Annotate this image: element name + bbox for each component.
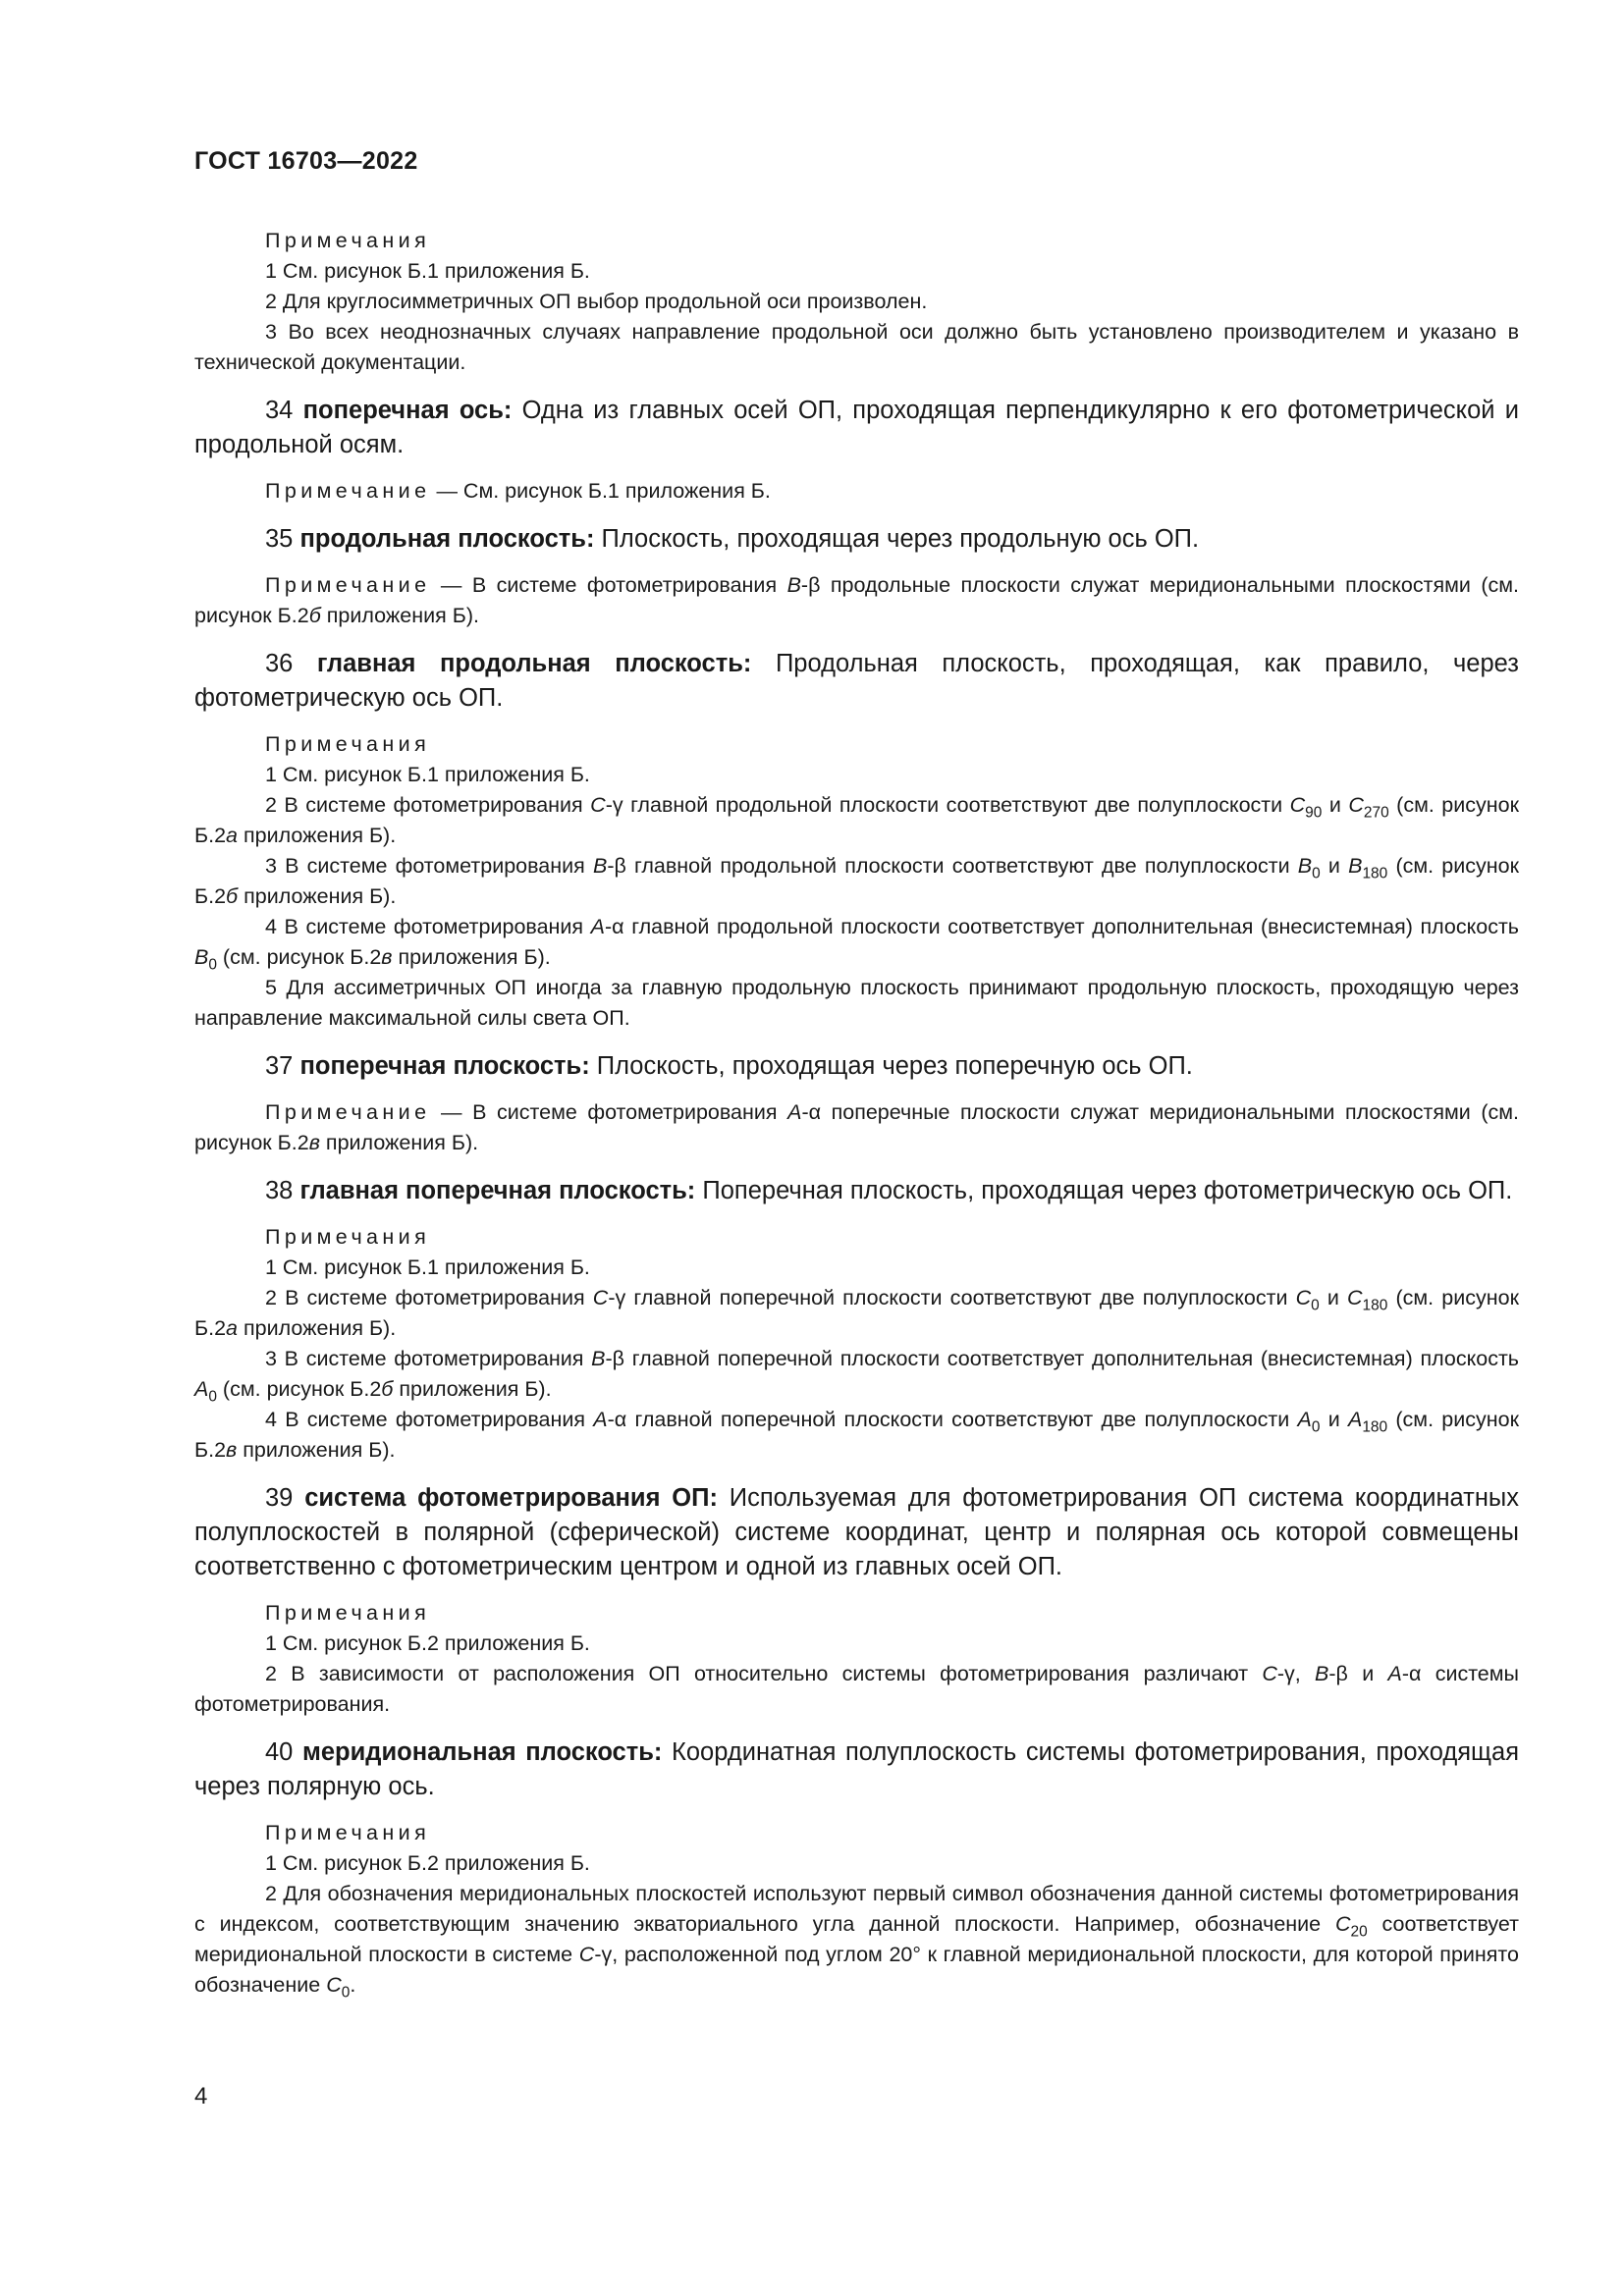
term-38: 38 главная поперечная плоскость: Поперечная плоскость, проходящая через фотометрическую ось ОП. <box>265 1177 1513 1204</box>
page-number: 4 <box>194 2083 208 2109</box>
note-item: 2 В зависимости от расположения ОП относительно системы фотометрирования различают C-γ, B-β и A-α системы фотометрирования. <box>194 1662 1519 1716</box>
term-definition: Одна из главных осей ОП, проходящая перпендикулярно к его фотометрической и продольной осям. <box>194 397 1519 458</box>
note-item: 2 В системе фотометрирования C-γ главной поперечной плоскости соответствуют две полуплоскости $C_0$ и $C_{180}$ (см. рисунок Б.2а приложения Б). <box>194 1286 1519 1340</box>
term-title: главная поперечная плоскость: <box>299 1177 696 1204</box>
notes-block-33 <box>194 226 1519 378</box>
note-item: 3 В системе фотометрирования B-β главной продольной плоскости соответствуют две полуплоскости $B_0$ и $B_{180}$ (см. рисунок Б.2б приложения Б). <box>194 854 1519 908</box>
note-item: 5 Для ассиметричных ОП иногда за главную продольную плоскость принимают продольную плоскость, проходящую через направление максимальной силы света ОП. <box>194 976 1519 1030</box>
note-item: 4 В системе фотометрирования A-α главной поперечной плоскости соответствуют две полуплоскости $A_0$ и $A_{180}$ (см. рисунок Б.2в приложения Б). <box>194 1408 1520 1462</box>
term-definition: Продольная плоскость, проходящая, как правило, через фотометрическую ось ОП. <box>194 650 1519 712</box>
term-title: продольная плоскость: <box>299 525 595 553</box>
note-item: 1 См. рисунок Б.1 приложения Б. <box>265 763 590 786</box>
term-title: меридиональная плоскость: <box>301 1738 663 1766</box>
term-36: 36 главная продольная плоскость: Продольная плоскость, проходящая, как правило, через фотометрическую ось ОП. <box>194 650 1519 712</box>
note-item: 3 В системе фотометрирования B-β главной поперечной плоскости соответствует дополнительная (внесистемная) плоскость $A_0$ (см. рисунок Б.2б приложения Б). <box>194 1347 1519 1406</box>
note-item: 2 Для обозначения меридиональных плоскостей используют первый символ обозначения данной системы фотометрирования с индексом, соответствующим значению экваториального угла данной плоскости. Например, обозначение $C_{20}$ соответствует меридиональной плоскости в системе C-γ, расположенной под углом 20° к главной меридиональной плоскости, для которой принято обозначение $C_0$. <box>194 1882 1519 2002</box>
note-item: 1 См. рисунок Б.2 приложения Б. <box>265 1631 590 1655</box>
term-title: поперечная ось: <box>302 397 513 424</box>
term-34: 34 поперечная ось: Одна из главных осей ОП, проходящая перпендикулярно к его фотометрической и продольной осям. <box>194 397 1519 458</box>
note-item: 2 Для круглосимметричных ОП выбор продольной оси произволен. <box>265 290 928 313</box>
term-definition: Плоскость, проходящая через поперечную ось ОП. <box>596 1052 1193 1080</box>
notes-heading: Примечания <box>265 229 431 252</box>
note-heading: Примечание <box>265 479 431 503</box>
note-item: 1 См. рисунок Б.1 приложения Б. <box>265 259 590 283</box>
note-item: 4 В системе фотометрирования A-α главной продольной плоскости соответствует дополнительная (внесистемная) плоскость $B_0$ (см. рисунок Б.2в приложения Б). <box>194 915 1520 974</box>
term-title: система фотометрирования ОП: <box>304 1484 718 1512</box>
notes-block-40 <box>194 1818 1519 2001</box>
notes-heading: Примечания <box>265 1225 431 1249</box>
note-37: Примечание — В системе фотометрирования A-α поперечные плоскости служат меридиональными плоскостями (см. рисунок Б.2в приложения Б). <box>194 1100 1519 1154</box>
term-title: поперечная плоскость: <box>299 1052 590 1080</box>
note-item: 1 См. рисунок Б.1 приложения Б. <box>265 1255 590 1279</box>
term-definition: Плоскость, проходящая через продольную ось ОП. <box>601 525 1200 553</box>
note-heading: Примечание <box>265 1100 431 1124</box>
note-35: Примечание — В системе фотометрирования B-β продольные плоскости служат меридиональными плоскостями (см. рисунок Б.2б приложения Б). <box>194 573 1519 627</box>
term-35: 35 продольная плоскость: Плоскость, проходящая через продольную ось ОП. <box>265 525 1200 553</box>
note-heading: Примечание <box>265 573 431 597</box>
notes-heading: Примечания <box>265 732 431 756</box>
term-39: 39 система фотометрирования ОП: Используемая для фотометрирования ОП система координатных полуплоскостей в полярной (сферической) системе координат, центр и полярная ось которой совмещены соответственно с фотометрическим центром и одной из главных осей ОП. <box>194 1484 1519 1580</box>
term-40: 40 меридиональная плоскость: Координатная полуплоскость системы фотометрирования, проходящая через полярную ось. <box>194 1738 1519 1800</box>
note-item: 1 См. рисунок Б.2 приложения Б. <box>265 1851 590 1875</box>
term-definition: Поперечная плоскость, проходящая через фотометрическую ось ОП. <box>702 1177 1513 1204</box>
page-content <box>194 226 1519 2001</box>
notes-block-39 <box>194 1598 1519 1720</box>
term-title: главная продольная плоскость: <box>316 650 752 677</box>
term-definition: Используемая для фотометрирования ОП система координатных полуплоскостей в полярной (сферической) системе координат, центр и полярная ось которой совмещены соответственно с фотометрическим центром и одной из главных осей ОП. <box>194 1484 1519 1580</box>
term-37: 37 поперечная плоскость: Плоскость, проходящая через поперечную ось ОП. <box>265 1052 1193 1080</box>
notes-block-36 <box>194 729 1519 1034</box>
document-code-header: ГОСТ 16703—2022 <box>194 147 418 175</box>
notes-block-38 <box>194 1222 1519 1466</box>
notes-heading: Примечания <box>265 1821 431 1844</box>
note-item: 3 Во всех неоднозначных случаях направление продольной оси должно быть установлено производителем и указано в технической документации. <box>194 320 1519 374</box>
note-item: 2 В системе фотометрирования C-γ главной продольной плоскости соответствуют две полуплоскости $C_{90}$ и $C_{270}$ (см. рисунок Б.2а приложения Б). <box>194 793 1519 847</box>
notes-heading: Примечания <box>265 1601 431 1625</box>
term-definition: Координатная полуплоскость системы фотометрирования, проходящая через полярную ось. <box>194 1738 1519 1800</box>
note-34: Примечание — См. рисунок Б.1 приложения Б. <box>265 479 771 503</box>
